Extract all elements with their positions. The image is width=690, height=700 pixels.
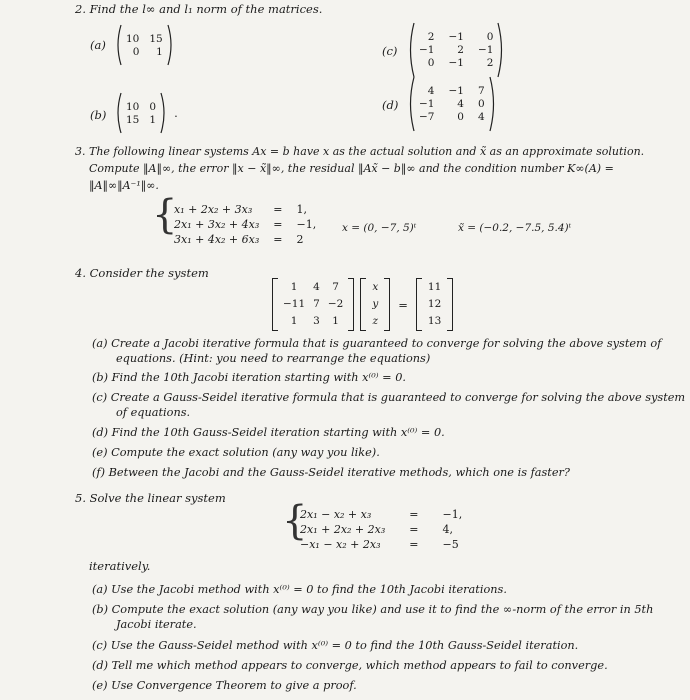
q2c-cell: 0 [486,31,494,43]
q4-a-cell: 1 [290,315,298,327]
q3-eq-row [170,202,320,217]
q5-item-e: (e) Use Convergence Theorem to give a proof. [92,679,357,692]
q5-eq-row [296,537,466,552]
q4-item-b: (b) Find the 10th Jacobi iteration starting with x⁽⁰⁾ = 0. [92,371,406,384]
q5-lhs: 2x₁ + 2x₂ + 2x₃ [300,523,386,536]
q2c-cell: 2 [486,57,494,69]
q5-item-c: (c) Use the Gauss-Seidel method with x⁽⁰⁾ = 0 to find the 10th Gauss-Seidel iteration. [92,639,579,652]
q4-var: x [372,281,379,293]
q2d-cell: 7 [477,85,485,97]
q5-item-a: (a) Use the Jacobi method with x⁽⁰⁾ = 0 to find the 10th Jacobi iterations. [92,583,507,596]
q2c-cell: −1 [419,44,435,56]
q3-rhs: −1, [296,218,317,231]
q4-title: 4. Consider the system [75,266,209,280]
q2c-label: (c) [382,44,398,58]
q2d-cell: 4 [427,85,435,97]
q5-iteratively: iteratively. [89,559,151,573]
q3-lhs: 2x₁ + 3x₂ + 4x₃ [174,218,260,231]
q2d-cell: −1 [419,98,435,110]
q4-equals: = [398,297,408,312]
q2-title: 2. Find the l∞ and l₁ norm of the matrices. [75,2,323,16]
q2a-label: (a) [90,38,106,52]
q2b-cell: 0 [149,100,157,113]
q5-eq-row [296,522,466,537]
q5-system [296,507,466,552]
q3-lhs: 3x₁ + 4x₂ + 6x₃ [174,233,260,246]
q4-a-cell: −2 [327,298,344,310]
q4-a-cell: 1 [290,281,298,293]
q4-item-e: (e) Compute the exact solution (any way you like). [92,446,380,459]
q5-rhs: 4, [442,523,453,536]
q5-rhs: −5 [442,538,459,551]
q4-vector-x [360,278,390,331]
q3-line2: Compute ‖A‖∞, the error ‖x − x̃‖∞, the residual ‖Ax̃ − b‖∞ and the condition number K∞(A) = [89,162,614,175]
q4-a-cell: 1 [332,315,339,327]
q5-brace: { [282,498,308,544]
q3-brace: { [152,192,178,238]
q3-eq-row [170,217,320,232]
q2d-cell: 4 [477,111,485,123]
q2a-cell: 10 [126,32,140,45]
q2d-cell: −7 [419,111,435,123]
q5-title: 5. Solve the linear system [75,491,226,505]
q2c-cell: 2 [427,31,435,43]
q4-item-c-cont: of equations. [116,406,191,419]
q2b-cell: 15 [126,113,140,126]
q2a-cell: 1 [156,45,163,58]
q2d-cell: −1 [448,85,464,97]
q3-system [170,202,320,247]
q5-eq: = [409,523,419,536]
q4-a-cell: 3 [313,315,320,327]
q4-b-cell: 12 [427,298,442,310]
q3-eq: = [273,203,283,216]
q2d-cell: 4 [457,98,464,110]
q4-item-d: (d) Find the 10th Gauss-Seidel iteration starting with x⁽⁰⁾ = 0. [92,426,445,439]
q3-eq-row [170,232,320,247]
q2c-cell: −1 [448,57,464,69]
q2c-cell: 0 [427,57,435,69]
q4-a-cell: 7 [332,281,339,293]
q5-eq: = [409,508,419,521]
q3-lhs: x₁ + 2x₂ + 3x₃ [174,203,253,216]
q4-item-f: (f) Between the Jacobi and the Gauss-Seidel iterative methods, which one is faster? [92,466,570,479]
q2a-cell: 0 [132,45,140,58]
q4-var: z [372,315,379,327]
q4-a-cell: −11 [283,298,306,310]
q5-item-b: (b) Compute the exact solution (any way you like) and use it to find the ∞-norm of the error in 5th [92,603,654,616]
q5-lhs: 2x₁ − x₂ + x₃ [300,508,372,521]
q2a-matrix [114,24,175,66]
q4-b-cell: 11 [427,281,442,293]
q4-matrix-equation [272,278,453,331]
q5-lhs: −x₁ − x₂ + 2x₃ [300,538,381,551]
q2b-label: (b) [90,108,107,122]
q2d-cell: 0 [477,98,485,110]
q3-rhs: 1, [296,203,307,216]
q2b-matrix [114,92,178,134]
q4-matrix-a [272,278,354,331]
q3-eq: = [273,233,283,246]
q2d-cell: 0 [457,111,464,123]
q5-eq-row [296,507,466,522]
q2b-tail: . [174,106,178,120]
q5-item-b-cont: Jacobi iterate. [116,618,197,631]
q3-x: x = (0, −7, 5)ᵗ [342,222,417,234]
q4-item-a-cont: equations. (Hint: you need to rearrange the equations) [116,352,431,365]
q3-xtilde: x̃ = (−0.2, −7.5, 5.4)ᵗ [458,222,572,234]
q2d-label: (d) [382,98,399,112]
q3-line1: 3. The following linear systems Ax = b have x as the actual solution and x̃ as an approximate solution. [75,145,645,158]
q3-line3: ‖A‖∞‖A⁻¹‖∞. [89,179,159,192]
q4-a-cell: 4 [313,281,320,293]
q4-vector-b [416,278,453,331]
q2c-cell: −1 [448,31,464,43]
q2d-matrix [406,76,498,132]
q5-item-d: (d) Tell me which method appears to converge, which method appears to fail to converge. [92,659,608,672]
q3-eq: = [273,218,283,231]
q3-rhs: 2 [296,233,304,246]
q4-item-a: (a) Create a Jacobi iterative formula that is guaranteed to converge for solving the above system of [92,337,662,350]
q5-rhs: −1, [442,508,463,521]
q5-eq: = [409,538,419,551]
q2c-cell: −1 [477,44,494,56]
q2b-cell: 1 [149,113,157,126]
q2c-matrix [406,22,506,78]
q4-b-cell: 13 [427,315,442,327]
q4-a-cell: 7 [313,298,320,310]
q4-var: y [372,298,379,310]
q2a-cell: 15 [149,32,163,45]
q2b-cell: 10 [126,100,140,113]
q2c-cell: 2 [457,44,464,56]
q4-item-c: (c) Create a Gauss-Seidel iterative formula that is guaranteed to converge for solving the above system [92,391,686,404]
